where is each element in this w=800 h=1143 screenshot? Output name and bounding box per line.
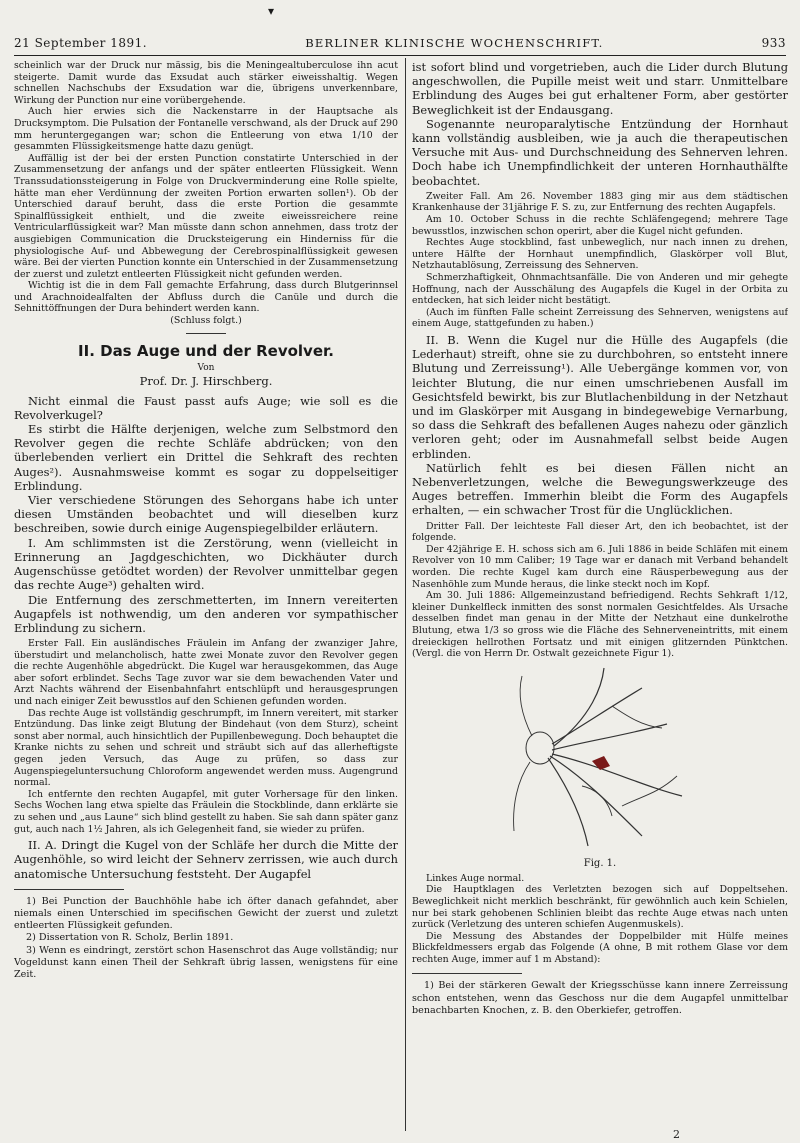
hemorrhage-mark xyxy=(592,756,610,770)
fundus-figure xyxy=(412,666,788,856)
paragraph: Schmerzhaftigkeit, Ohnmachtsanfälle. Die von Anderen und mir gehegte Hoffnung, nach der Ausschälung des Augapfels die Kugel in der Orbita zu entdecken, hat sich leider nicht bestätigt. xyxy=(412,271,788,307)
figure-caption: Fig. 1. xyxy=(583,857,617,869)
paragraph: I. Am schlimmsten ist die Zerstörung, wenn (vielleicht in Erinnerung an Jagdgeschichten, wo Dickhäuter durch Augenschüsse getödtet worden) der Revolver unmittelbar gegen das rechte Auge³) gehalten wird. xyxy=(14,535,398,593)
fundus-drawing xyxy=(492,666,692,851)
column-divider xyxy=(405,58,406,1131)
paragraph: Natürlich fehlt es bei diesen Fällen nicht an Nebenverletzungen, welche die Bewegungswerkzeuge des Auges betreffen. Immerhin bleibt die Form des Augapfels erhalten, — ein schwacher Trost für die Unglücklichen. xyxy=(412,460,788,518)
paragraph: ist sofort blind und vorgetrieben, auch die Lider durch Blutung angeschwollen, die Pupille meist weit und starr. Unmittelbare Erblindung des Auges bei gut erhaltener Form, aber gestörter Beweglichkeit ist der Endausgang. xyxy=(412,60,788,117)
print-mark: ▾ xyxy=(268,4,275,18)
paragraph: Am 10. October Schuss in die rechte Schläfengegend; mehrere Tage bewusstlos, inzwischen schon operirt, aber die Kugel nicht gefunden. xyxy=(412,214,788,237)
paragraph: Auch hier erwies sich die Nackenstarre in der Hauptsache als Drucksymptom. Die Pulsation der Fontanelle verschwand, als der Druck auf 290 mm heruntergegangen war; schon die Entleerung von etwa 1/10 der gesammten Flüssigkeitsmenge hatte dazu genügt. xyxy=(14,106,398,153)
page-header xyxy=(14,34,786,52)
paragraph: Die Messung des Abstandes der Doppelbilder mit Hülfe meines Blickfeldmessers ergab das Folgende (A ohne, B mit rothem Glase vor dem rechten Auge, immer auf 1 m Abstand): xyxy=(412,930,788,965)
paragraph: Dritter Fall. Der leichteste Fall dieser Art, den ich beobachtet, ist der folgende. xyxy=(412,520,788,544)
paragraph: II. B. Wenn die Kugel nur die Hülle des Augapfels (die Lederhaut) streift, ohne sie zu durchbohren, so entsteht innere Blutung und Zerreissung¹). Alle Uebergänge kommen vor, von leichter Blutung, die nur einen umschriebenen Ausfall im Gesichtsfeld bewirkt, bis zur Blutlachenbildung in der Netzhaut und im Glaskörper mit Ausgang in bindegewebige Vernarbung, so dass die Sehkraft des befallenen Auges nahezu oder gänzlich verloren geht; oder im Ausnahmefall selbst beide Augen erblinden. xyxy=(412,332,788,461)
article-byline-von: Von xyxy=(197,362,215,373)
footnote: 3) Wenn es eindringt, zerstört schon Hasenschrot das Auge vollständig; nur Vogeldunst kann einen Theil der Sehkraft übrig lassen, wenigstens für eine Zeit. xyxy=(14,944,398,981)
paragraph: Zweiter Fall. Am 26. November 1883 ging mir aus dem städtischen Krankenhause der 31jährige F. S. zu, zur Entfernung des rechten Augapfels. xyxy=(412,190,788,214)
header-page-number: 933 xyxy=(761,36,786,50)
paragraph: Ich entfernte den rechten Augapfel, mit guter Vorhersage für den linken. Sechs Wochen lang etwa spielte das Fräulein die Stockblinde, dann erklärte sie zu sehen und „aus Laune“ sich blind gestellt zu haben. Sie sah dann später ganz gut, auch nach 1½ Jahren, als ich Gelegenheit fand, sie wieder zu prüfen. xyxy=(14,788,398,835)
footnote: 1) Bei der stärkeren Gewalt der Kriegsschüsse kann innere Zerreissung schon entstehen, wenn das Geschoss nur die dem Augapfel unmittelbar benachbarten Knochen, z. B. den Oberkiefer, getroffen. xyxy=(412,980,788,1016)
paragraph: Am 30. Juli 1886: Allgemeinzustand befriedigend. Rechts Sehkraft 1/12, kleiner Dunkelfleck inmitten des sonst normalen Gesichtfeldes. Als Ursache desselben findet man genau in der Mitte der Netzhaut eine dunkelrothe Blutung, etwa 1/3 so gross wie die Fläche des Sehnerveneintritts, mit einem dreieckigen hellrothen Fortsatz und mit einigen glitzernden Pünktchen. (Vergl. die von Herrn Dr. Ostwalt gezeichnete Figur 1). xyxy=(412,590,788,660)
signature-mark: 2 xyxy=(673,1128,680,1141)
section-separator xyxy=(186,333,226,334)
right-column xyxy=(412,60,788,1129)
header-date: 21 September 1891. xyxy=(14,36,148,50)
article-author: Prof. Dr. J. Hirschberg. xyxy=(139,373,273,388)
header-rule xyxy=(14,55,786,56)
left-column xyxy=(14,60,398,1129)
paragraph: Linkes Auge normal. xyxy=(426,872,525,884)
paragraph: Vier verschiedene Störungen des Sehorgans habe ich unter diesen Umständen beobachtet und will dieselben kurz beschreiben, sowie durch einige Augenspiegelbilder erläutern. xyxy=(14,493,398,536)
paragraph: Rechtes Auge stockblind, fast unbeweglich, nur nach innen zu drehen, untere Hälfte der Hornhaut unempfindlich, Glaskörper voll Blut, Netzhautablösung, Zerreissung des Sehnerven. xyxy=(412,237,788,272)
footnote-rule xyxy=(14,889,124,890)
paragraph: Nicht einmal die Faust passt aufs Auge; wie soll es die Revolverkugel? xyxy=(14,393,398,422)
paragraph: Die Hauptklagen des Verletzten bezogen sich auf Doppeltsehen. Beweglichkeit nicht merklich beschränkt, für gewöhnlich auch kein Schielen, nur bei stark gehobenen Schlinien bleibt das rechte Auge etwas nach unten zurück (Verletzung des unteren schiefen Augenmuskels). xyxy=(412,884,788,931)
paragraph: Die Entfernung des zerschmetterten, im Innern vereiterten Augapfels ist nothwendig, um den anderen vor sympathischer Erblindung zu sichern. xyxy=(14,592,398,635)
paragraph: II. A. Dringt die Kugel von der Schläfe her durch die Mitte der Augenhöhle, so wird leicht der Sehnerv zerrissen, wie auch durch anatomische Untersuchung feststeht. Der Augapfel xyxy=(14,838,398,881)
paragraph: Es stirbt die Hälfte derjenigen, welche zum Selbstmord den Revolver gegen die rechte Schläfe abdrücken; von den überlebenden verliert ein Drittel die Sehkraft des rechten Auges²). Ausnahmsweise kommt es sogar zu doppelseitiger Erblindung. xyxy=(14,422,398,493)
article-heading: II. Das Auge und der Revolver. xyxy=(78,341,334,360)
footnote: 2) Dissertation von R. Scholz, Berlin 1891. xyxy=(26,932,234,944)
paragraph: Sogenannte neuroparalytische Entzündung der Hornhaut kann vollständig ausbleiben, wie ja auch die therapeutischen Versuche mit Aus- und Durchschneidung des Sehnerven lehren. Doch habe ich Unempfindlichkeit der unteren Hornhauthälfte beobachtet. xyxy=(412,116,788,188)
paragraph: Auffällig ist der bei der ersten Punction constatirte Unterschied in der Zusammensetzung der anfangs und der später entleerten Flüssigkeit. Wenn Transsudationssteigerung in Folge von Druckverminderung eine Rolle spielte, hätte man eher Verdünnung der zweiten Portion erwarten sollen¹). Ob der Unterschied darauf beruht, dass die erste Portion die gesammte Spinalflüssigkeit enthielt, und die zweite eiweissreichere reine Ventricularflüssigkeit war? Man müsste dann schon annehmen, dass trotz der ausgiebigen Communication die Drucksteigerung ein Hinderniss für die physiologische Auf- und Abbewegung der Cerebrospinalflüssigkeit gewesen wäre. Bei der vierten Punction konnte ein Unterschied in der Zusammensetzung der zuerst und zuletzt entleerten Flüssigkeit nicht gefunden werden. xyxy=(14,152,398,280)
paragraph: Der 42jährige E. H. schoss sich am 6. Juli 1886 in beide Schläfen mit einem Revolver von 10 mm Caliber; 19 Tage war er danach mit Verband behandelt worden. Die rechte Kugel kam durch eine Räusperbewegung aus der Nasenhöhle zum Munde heraus, die linke steckt noch im Kopf. xyxy=(412,543,788,590)
paragraph: scheinlich war der Druck nur mässig, bis die Meningealtuberculose ihn acut steigerte. Damit wurde das Exsudat auch stärker eiweisshaltig. Wegen schnellen Nachschubs der Exsudation war die, übrigens unverkennbare, Wirkung der Punction nur eine vorübergehende. xyxy=(14,60,398,106)
continuation-note: (Schluss folgt.) xyxy=(170,315,242,327)
paragraph: Erster Fall. Ein ausländisches Fräulein im Anfang der zwanziger Jahre, überstudirt und melancholisch, hatte zwei Monate zuvor den Revolver gegen die rechte Augenhöhle abgedrückt. Die Kugel war herausgekommen, das Auge aber sofort erblindet. Sechs Tage zuvor war sie dem bewachenden Vater und Arzt Nachts während der Eisenbahnfahrt entschlüpft und herausgesprungen und nach einiger Zeit bewusstlos auf den Schienen gefunden worden. xyxy=(14,638,398,708)
paragraph: Wichtig ist die in dem Fall gemachte Erfahrung, dass durch Blutgerinnsel und Arachnoidealfalten der Abfluss durch die Canüle und durch die Sehnittöffnungen der Dura behindert werden kann. xyxy=(14,280,398,315)
footnote-rule xyxy=(412,973,522,974)
paragraph: Das rechte Auge ist vollständig geschrumpft, im Innern vereitert, mit starker Entzündung. Das linke zeigt Blutung der Bindehaut (von dem Sturz), scheint sonst aber normal, auch hinsichtlich der Pupillenbewegung. Doch behauptet die Kranke nichts zu sehen und schreit und sträubt sich auf das allerheftigste gegen jeden Versuch, das Auge zu prüfen, so dass zur Augenspiegeluntersuchung Chloroform angewendet werden muss. Augengrund normal. xyxy=(14,707,398,789)
header-journal: BERLINER KLINISCHE WOCHENSCHRIFT. xyxy=(305,36,604,50)
paragraph: (Auch im fünften Falle scheint Zerreissung des Sehnerven, wenigstens auf einem Auge, stattgefunden zu haben.) xyxy=(412,306,788,330)
footnote: 1) Bei Punction der Bauchhöhle habe ich öfter danach gefahndet, aber niemals einen Unterschied im specifischen Gewicht der zuerst und zuletzt entleerten Flüssigkeit gefunden. xyxy=(14,895,398,932)
